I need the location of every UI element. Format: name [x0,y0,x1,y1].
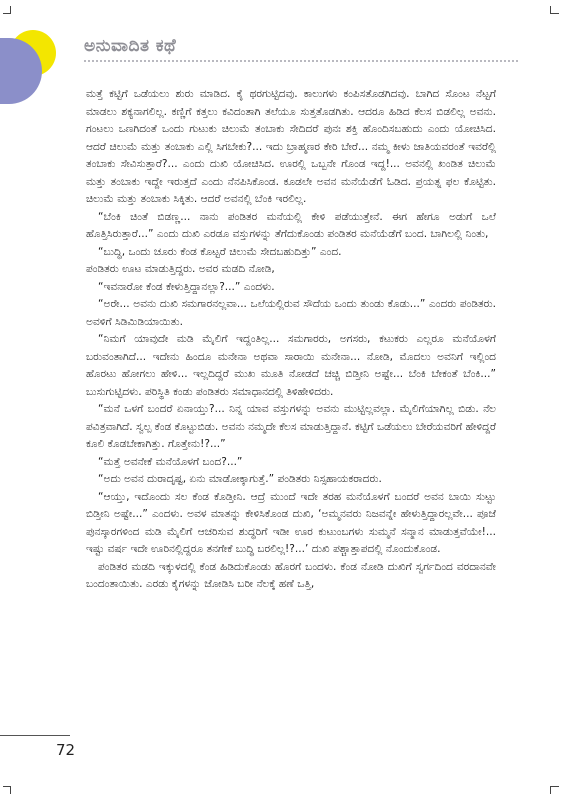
paragraph: ಪಂಡಿತರು ಊಟ ಮಾಡುತ್ತಿದ್ದರು. ಅವರ ಮಡದಿ ನೋಡಿ, [86,263,275,275]
story-body [86,86,496,594]
paragraph: “ನಿಮಗೆ ಯಾವುದೇ ಮಡಿ ಮೈಲಿಗೆ ಇದ್ದಂತಿಲ್ಲ... ಸಮಗಾರರು, ಅಗಸರು, ಕಟುಕರು ಎಲ್ಲರೂ ಮನೆಯೊಳಗೆ ಬರುವಂತಾಗಿದೆ... ಇದೇನು ಹಿಂದೂ ಮನೇನಾ ಅಥವಾ ಸಾರಾಯಿ ಮನೇನಾ... ನೋಡಿ, ಮೊದಲು ಅವನಿಗೆ ಇಲ್ಲಿಂದ ಹೊರಟು ಹೋಗಲು ಹೇಳಿ... ಇಲ್ಲದಿದ್ದರೆ ಮುಖ ಮೂತಿ ನೋಡದೆ ಚಚ್ಚಿ ಬಿಡ್ತೀನಿ ಅಷ್ಟೇ... ಬೆಂಕಿ ಬೇಕಂತೆ ಬೆಂಕಿ...” ಬುಸುಗುಟ್ಟಿದಳು. ಪರಿಸ್ಥಿತಿ ಕಂಡು ಪಂಡಿತರು ಸಮಾಧಾನದಲ್ಲಿ ತಿಳಿಹೇಳಿದರು. [86,333,496,398]
paragraph: “ಇವನಾರೋ ಕೆಂಡ ಕೇಳುತ್ತಿದ್ದಾನಲ್ಲಾ?...” ಎಂದಳು. [98,280,275,293]
paragraph: “ಅರೇ... ಅವನು ದುಖಿ ಸಮಗಾರನಲ್ಲವಾ... ಒಲೆಯಲ್ಲಿರುವ ಸೌದೆಯ ಒಂದು ತುಂಡು ಕೊಡು...” ಎಂದರು ಪಂಡಿತರು. ಅವಳಿಗೆ ಸಿಡಿಮಿಡಿಯಾಯಿತು. [86,298,496,328]
paragraph: “ಮನೆ ಒಳಗೆ ಬಂದರೆ ಏನಾಯ್ತು?... ನಿನ್ನ ಯಾವ ವಸ್ತುಗಳನ್ನು ಅವನು ಮುಟ್ಟಿಲ್ಲವಲ್ಲಾ. ಮೈಲಿಗೆಯಾಗಿಲ್ಲ ಬಿಡು. ನೆಲ ಪವಿತ್ರವಾಗಿದೆ. ಸ್ವಲ್ಪ ಕೆಂಡ ಕೊಟ್ಟುಬಿಡು. ಅವನು ನಮ್ಮದೇ ಕೆಲಸ ಮಾಡುತ್ತಿದ್ದಾನೆ. ಕಟ್ಟಿಗೆ ಒಡೆಯಲು ಬೇರೆಯವರಿಗೆ ಹೇಳಿದ್ದರೆ ಕೂಲಿ ಕೊಡಬೇಕಾಗಿತ್ತು. ಗೊತ್ತೇನು!?...” [86,403,496,450]
paragraph: “ಬೆಂಕಿ ಚಿಂತೆ ಬಿಡಣ್ಣ... ನಾನು ಪಂಡಿತರ ಮನೆಯಲ್ಲಿ ಕೇಳಿ ಪಡೆಯುತ್ತೇನೆ. ಈಗ ಹೇಗೂ ಅಡುಗೆ ಒಲೆ ಹೊತ್ತಿಸಿರುತ್ತಾರೆ...” ಎಂದು ದುಖಿ ಎರಡೂ ವಸ್ತುಗಳನ್ನು ತೆಗೆದುಕೊಂಡು ಪಂಡಿತರ ಮನೆಯೆಡೆಗೆ ಬಂದ. ಬಾಗಿಲಲ್ಲಿ ನಿಂತು, [86,210,496,240]
paragraph: “ಅದು ಅವನ ದುರಾದೃಷ್ಟ, ಏನು ಮಾಡೋಕ್ಕಾಗುತ್ತೆ.” ಪಂಡಿತರು ನಿಸ್ಸಹಾಯಕರಾದರು. [98,473,382,485]
crop-mark [551,13,559,14]
crop-mark [3,786,11,787]
section-title: ಅನುವಾದಿತ ಕಥೆ [84,36,177,56]
crop-mark [10,786,11,794]
paragraph: “ಬುದ್ಧಿ, ಒಂದು ಚೂರು ಕೆಂಡ ಕೊಟ್ಟರೆ ಚಿಲುಮೆ ಸೇದಬಹುದಿತ್ತು” ಎಂದ. [98,245,342,258]
header-dotted-rule [84,60,518,62]
crop-mark [551,786,559,787]
paragraph: ಪಂಡಿತರ ಮಡದಿ ಇಕ್ಕುಳದಲ್ಲಿ ಕೆಂಡ ಹಿಡಿದುಕೊಂಡು ಹೊರಗೆ ಬಂದಳು. ಕೆಂಡ ನೋಡಿ ದುಖಿಗೆ ಸ್ವರ್ಗದಿಂದ ವರದಾನವೇ ಬಂದಂತಾಯಿತು. ಎರಡು ಕೈಗಳನ್ನು ಜೋಡಿಸಿ ಬರೀ ನೆಲಕ್ಕೆ ಹಣೆ ಒತ್ತಿ, [86,560,496,590]
paragraph: “ಆಯ್ತು, ಇದೊಂದು ಸಲ ಕೆಂಡ ಕೊಡ್ತೀನಿ. ಆದ್ರೆ ಮುಂದೆ ಇದೇ ತರಹ ಮನೆಯೊಳಗೆ ಬಂದರೆ ಅವನ ಬಾಯಿ ಸುಟ್ಟು ಬಿಡ್ತೀನಿ ಅಷ್ಟೇ...” ಎಂದಳು. ಅವಳ ಮಾತನ್ನು ಕೇಳಿಸಿಕೊಂಡ ದುಖಿ, ‘ಅಮ್ಮನವರು ನಿಜವನ್ನೇ ಹೇಳುತ್ತಿದ್ದಾರಲ್ಲವೇ... ಪೂಜೆ ಪುನಸ್ಕಾರಗಳಿಂದ ಮಡಿ ಮೈಲಿಗೆ ಆಚರಿಸುವ ಶುದ್ಧರಿಗೆ ಇಡೀ ಊರ ಕುಟುಂಬಗಳು ಸುಮ್ಮನೆ ಸನ್ಮಾನ ಮಾಡುತ್ತವೆಯೇ!... ಇಷ್ಟು ವರ್ಷ ಇದೇ ಊರಿನಲ್ಲಿದ್ದರೂ ತನಗೇಕೆ ಬುದ್ಧಿ ಬರಲಿಲ್ಲ!?...’ ದುಖಿ ಪಶ್ಚಾತ್ತಾಪದಲ್ಲಿ ನೊಂದುಕೊಂಡ. [86,490,496,555]
crop-mark [3,13,11,14]
paragraph: ಮತ್ತೆ ಕಟ್ಟಿಗೆ ಒಡೆಯಲು ಶುರು ಮಾಡಿದ. ಕೈ ಥರಗುಟ್ಟಿದವು. ಕಾಲುಗಳು ಕಂಪಿಸತೊಡಗಿದವು. ಬಾಗಿದ ಸೊಂಟ ನೆಟ್ಟಗೆ ಮಾಡಲು ಶಕ್ಯನಾಗಲಿಲ್ಲ. ಕಣ್ಣಿಗೆ ಕತ್ತಲು ಕವಿದಂತಾಗಿ ತಲೆಯೂ ಸುತ್ತತೊಡಗಿತು. ಆದರೂ ಹಿಡಿದ ಕೆಲಸ ಬಿಡಲಿಲ್ಲ ಅವನು. ಗಂಟಲು ಒಣಗಿದಂತೆ ಒಂದು ಗುಟುಕು ಚಿಲುಮೆ ತಂಬಾಕು ಸೇದಿದರೆ ಪುನಃ ಶಕ್ತಿ ಹೊಂದಿಸಬಹುದು ಎಂದು ಯೋಚಿಸಿದ. ಆದರೆ ಚಿಲುಮೆ ಮತ್ತು ತಂಬಾಕು ಎಲ್ಲಿ ಸಿಗಬೇಕು?... ಇದು ಬ್ರಾಹ್ಮಣರ ಕೇರಿ ಬೇರೆ... ನಮ್ಮ ಕೀಳು ಜಾತಿಯವರಂತೆ ಇವರೆಲ್ಲಿ ತಂಬಾಕು ಸೇವಿಸುತ್ತಾರೆ?... ಎಂದು ದುಖಿ ಯೋಚಿಸಿದ. ಊರಲ್ಲಿ ಒಬ್ಬನೇ ಗೊಂಡ ಇದ್ದ!... ಅವನಲ್ಲಿ ಖಂಡಿತ ಚಿಲುಮೆ ಮತ್ತು ತಂಬಾಕು ಇದ್ದೇ ಇರುತ್ತದೆ ಎಂದು ನೆನಪಿಸಿಕೊಂಡ. ಕೂಡಲೇ ಅವನ ಮನೆಯೆಡೆಗೆ ಓಡಿದ. ಪ್ರಯತ್ನ ಫಲ ಕೊಟ್ಟಿತು. ಚಿಲುಮೆ ಮತ್ತು ತಂಬಾಕು ಸಿಕ್ಕಿತು. ಆದರೆ ಅವನಲ್ಲಿ ಬೆಂಕಿ ಇರಲಿಲ್ಲ. [86,88,496,205]
footer-rule [0,735,70,736]
crop-mark [550,786,551,794]
page-number: 72 [56,741,76,759]
paragraph: “ಮತ್ತೆ ಅವನೇಕೆ ಮನೆಯೊಳಗೆ ಬಂದ?...” [98,455,243,468]
